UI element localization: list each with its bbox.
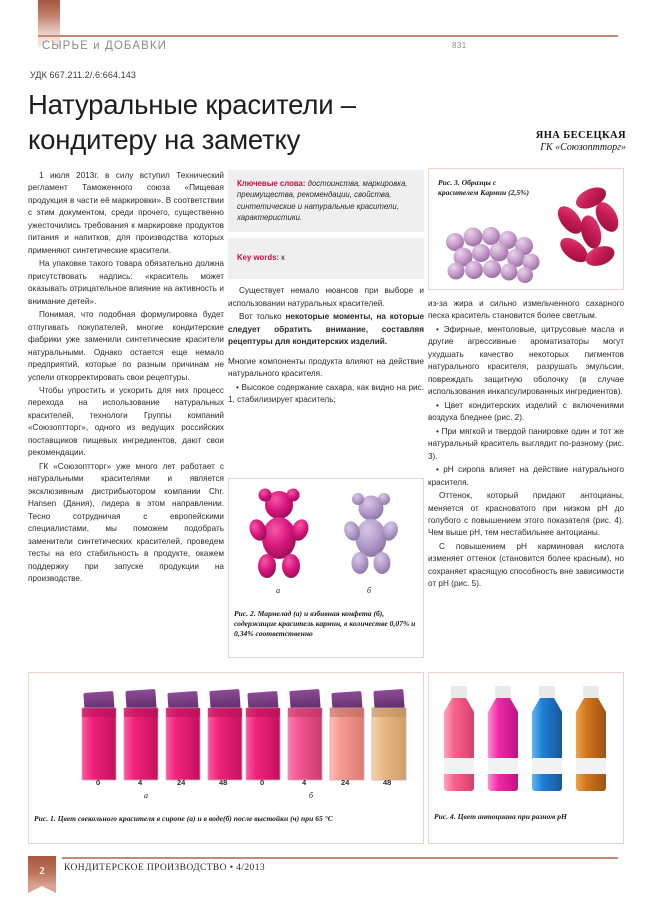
figure-3-caption: Рис. 3. Образцы с красителем Кармин (2,5%) — [438, 178, 529, 198]
bullet-item: • Высокое содержание сахара, как видно на рис. 1, стабилизирует краситель; — [228, 382, 424, 405]
jelly-beans-image — [550, 184, 622, 276]
text-column-2 — [228, 170, 424, 408]
page-number-badge: 2 — [28, 856, 56, 886]
figure-4 — [428, 672, 624, 844]
figure-3-image — [434, 174, 618, 284]
folio-number: 831 — [452, 41, 467, 50]
figure-1-tick-a-2: 24 — [177, 778, 186, 787]
figure-1-tick-b-0: 0 — [260, 778, 265, 787]
udk-code: УДК 667.211.2/.6:664.143 — [30, 70, 136, 80]
text-column-3 — [428, 298, 624, 592]
figure-1-tick-b-1: 4 — [302, 778, 307, 787]
figure-1-tick-a-3: 48 — [219, 778, 228, 787]
author-name: ЯНА БЕСЕЦКАЯ — [535, 130, 626, 141]
paragraph: ГК «Союзоптторг» уже много лет работает с натуральными красителями и является эксклюзивным дистрибьютором компании Chr. Hansen (Дания), лидера в этом направлении. Тесно сотрудничая с европейскими специалистами, мы поможем подобрать заменители синтетических красителей, проведем тесты на его стабильность в продукте, окажем поддержку при запуске продукции на производстве. — [28, 461, 224, 583]
paragraph: Понимая, что подобная формулировка будет отпугивать покупателей, многие кондитерские фабрики уже заменили синтетические красители натуральными. Однако остается еще немало предприятий, которые по разным причинам не успели откорректировать свои рецептуры. — [28, 310, 224, 382]
vials-image — [34, 678, 420, 794]
keywords-box-ru — [228, 170, 424, 232]
footer-journal-title: КОНДИТЕРСКОЕ ПРОИЗВОДСТВО • 4/2013 — [64, 863, 265, 873]
figure-4-caption: Рис. 4. Цвет антоциана при разном рН — [434, 812, 567, 821]
paragraph: Оттенок, который придают антоцианы, меняется от красноватого при низком рН до голубого с повышением этого показателя (рис. 4). Чем выше рН, тем нестабильнее антоцианы. — [428, 491, 624, 538]
figure-1-tick-b-3: 48 — [383, 778, 392, 787]
keywords-en-text — [237, 252, 415, 263]
figure-2-label-b: б — [367, 586, 372, 595]
keywords-en-label: Key words: — [237, 253, 280, 263]
text-column-1 — [28, 170, 224, 586]
paragraph: Существует немало нюансов при выборе и использовании натуральных красителей. — [228, 286, 424, 308]
author-block — [406, 130, 626, 153]
bullet-item: • При мягкой и твердой панировке один и тот же натуральный краситель выглядит по-разному (рис. 3). — [428, 426, 624, 461]
paragraph: С повышением рН карминовая кислота изменяет оттенок (становится более красным), но сохраняет красящую способность вне зависимости от рН (рис. 5). — [428, 541, 624, 589]
paragraph-emphasis — [228, 311, 424, 348]
figure-2-caption: Рис. 2. Мармелад (а) и взбивная конфета (б), содержащие краситель кармин, в количестве 0,07% и 0,34% соответственно — [234, 609, 416, 639]
page-title: Натуральные красители – кондитеру на заметку — [28, 89, 356, 155]
paragraph: из-за жира и сильно измельченного сахарного песка краситель становится более светлым. — [428, 299, 624, 321]
paragraph: Многие компоненты продукта влияют на действие натурального красителя. — [228, 356, 424, 379]
figure-3 — [428, 168, 624, 290]
bullet-item: • Цвет кондитерских изделий с включениями воздуха бледнее (рис. 2). — [428, 400, 624, 423]
paragraph: Чтобы упростить и ускорить для них процесс перехода на использование натуральных красителей, технологи Группы компаний «Союзоптторг», одного из ведущих российских поставщиков пищевых ингредиентов, дают свои рекомендации. — [28, 385, 224, 458]
keywords-ru-label: Ключевые слова: — [237, 179, 306, 188]
figure-1-group-a-label: а — [144, 791, 148, 800]
page-header — [0, 0, 652, 56]
figure-1-tick-a-0: 0 — [96, 778, 101, 787]
pearl-candies-image — [442, 224, 544, 284]
emphasis-lead: Вот только — [239, 312, 286, 322]
figure-1-caption: Рис. 1. Цвет свекольного красителя в сиропе (а) и в воде(б) после выстойки (ч) при 65 °С — [34, 814, 333, 823]
keywords-ru-value: достоинства, маркировка, преимущества, рекомендации, свойства, синтетические и натуральные красители, характеристики. — [237, 179, 408, 222]
paragraph: На упаковке такого товара обязательно должна присутствовать надпись: «краситель может оказывать отрицательное влияние на активность и внимание детей». — [28, 259, 224, 306]
paragraph: 1 июля 2013г. в силу вступил Технический регламент Таможенного союза «Пищевая продукция в части её маркировки». В соответствии с этим документом, среди прочего, существенно ужесточились требования к маркировке продуктов питания и напитков, для производства которых применяют синтетические красители. — [28, 171, 224, 255]
footer-divider — [62, 857, 618, 859]
bullet-item: • Эфирные, ментоловые, цитрусовые масла и другие агрессивные ароматизаторы могут ухудшать качество некоторых пигментов натурального красителя, разрушать эмульсии, повреждать защитную оболочку (в случае использования инкапсулированных ингредиентов). — [428, 324, 624, 397]
keywords-box-en — [228, 238, 424, 279]
bottles-image — [434, 678, 620, 804]
figure-1-image — [34, 678, 418, 800]
keywords-en-value: к — [279, 253, 285, 263]
bullet-item: • рН сиропа влияет на действие натурального красителя. — [428, 465, 624, 487]
header-ribbon-icon — [38, 0, 60, 40]
figure-1-group-b-label: б — [309, 791, 314, 800]
page-footer — [0, 848, 652, 900]
header-divider — [38, 35, 618, 37]
keywords-ru-text — [237, 178, 415, 223]
figure-2 — [228, 478, 424, 658]
gummy-bears-image — [234, 484, 420, 588]
figure-1-tick-a-1: 4 — [138, 778, 143, 787]
figure-4-image — [434, 678, 618, 806]
emphasis-bold: некоторые моменты, на которые следует обратить внимание, составляя рецептуры для кондитерских изделий. — [228, 312, 425, 347]
figure-2-image — [234, 484, 418, 595]
figure-1-tick-b-2: 24 — [341, 778, 350, 787]
author-organization: ГК «Союзоптторг» — [540, 142, 626, 153]
section-title: СЫРЬЕ и ДОБАВКИ — [42, 40, 168, 52]
figure-1 — [28, 672, 424, 844]
figure-2-label-a: а — [276, 586, 280, 595]
